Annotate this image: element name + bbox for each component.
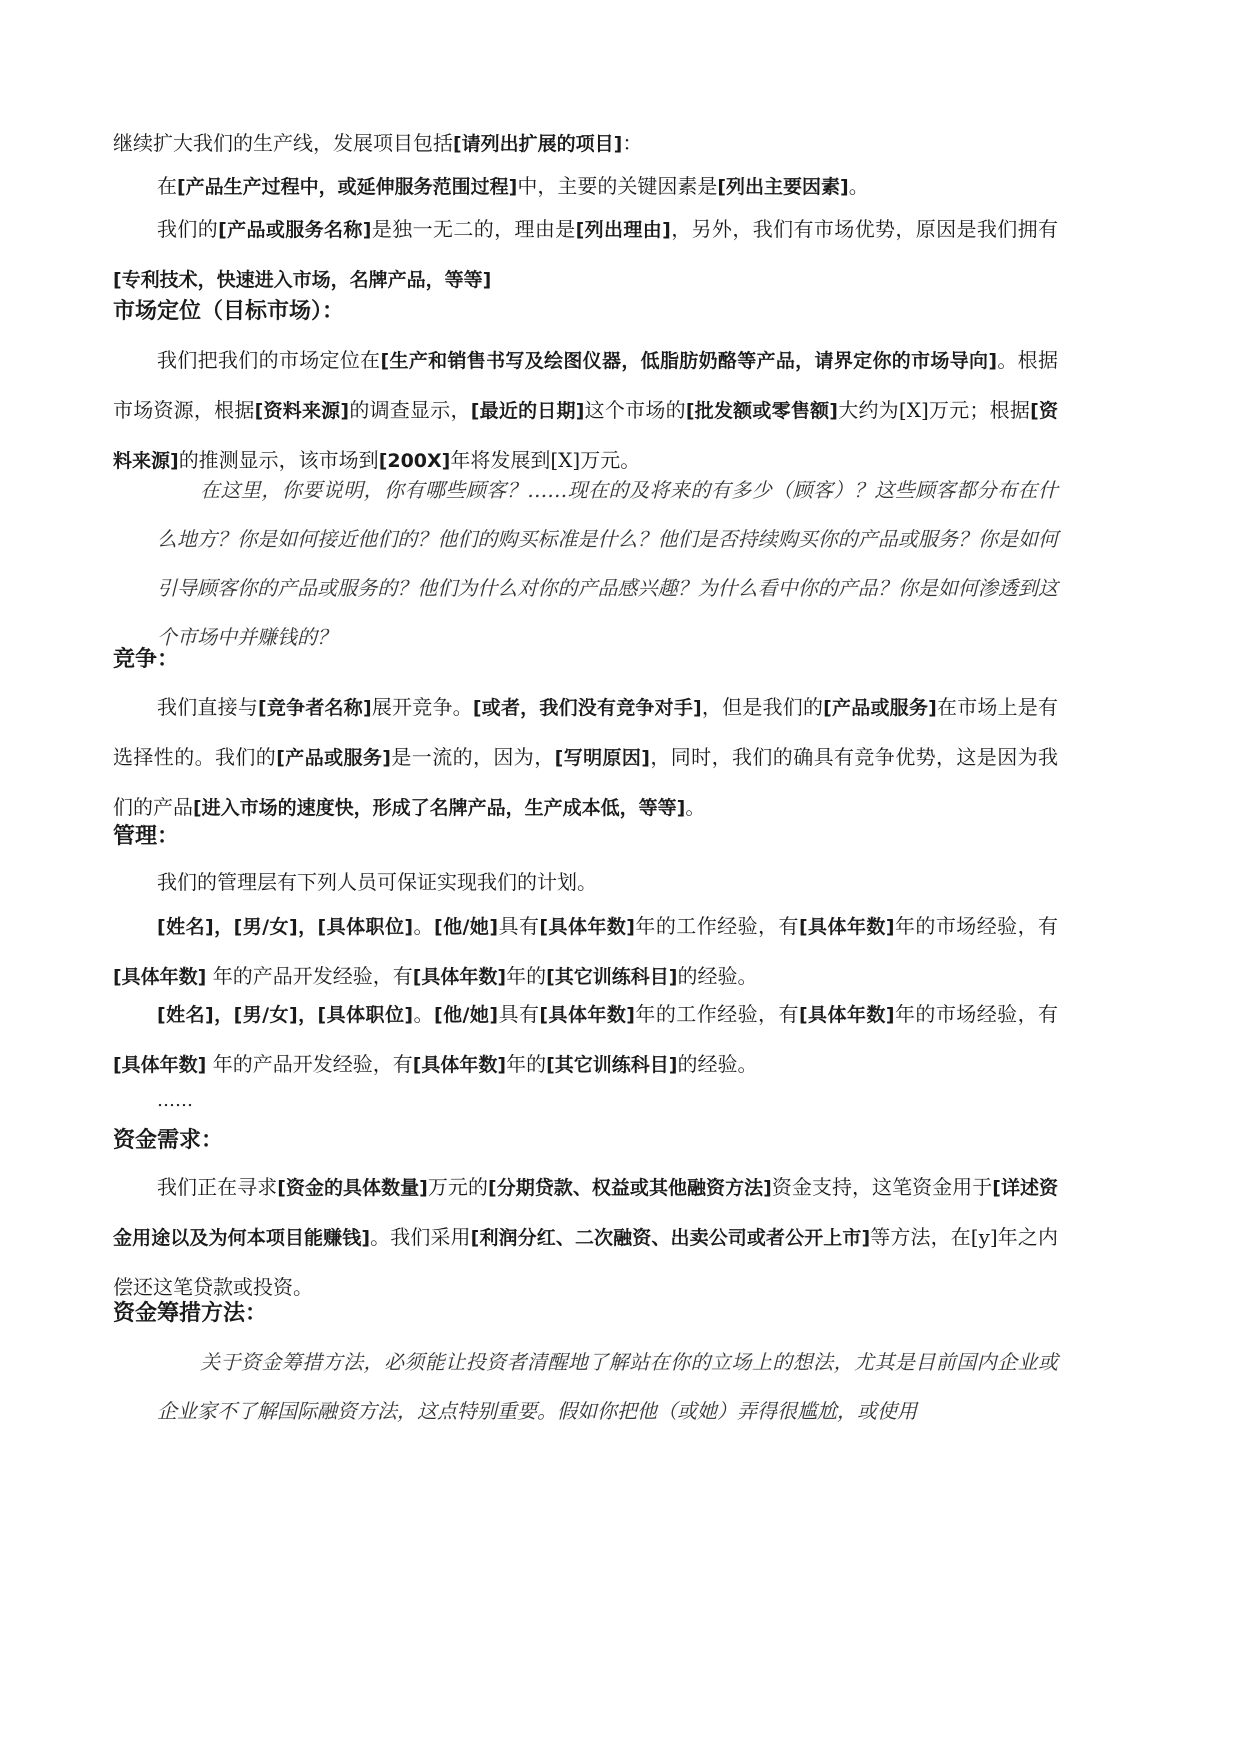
heading-management: 管理： bbox=[113, 824, 180, 849]
ellipsis: …… bbox=[157, 1090, 193, 1111]
market-positioning-paragraph: 我们把我们的市场定位在[生产和销售书写及绘图仪器，低脂肪奶酪等产品，请界定你的市场导向]。根据市场资源，根据[资料来源]的调查显示，[最近的日期]这个市场的[批发额或零售额]大约为[X]万元；根据[资料来源]的推测显示，该市场到[200X]年将发展到[X]万元。 bbox=[113, 348, 1059, 472]
uniqueness-paragraph: 我们的[产品或服务名称]是独一无二的，理由是[列出理由]，另外，我们有市场优势，原因是我们拥有[专利技术，快速进入市场，名牌产品，等等] bbox=[113, 217, 1058, 291]
funding-methods-paragraph: 关于资金筹措方法，必须能让投资者清醒地了解站在你的立场上的想法，尤其是目前国内企业或企业家不了解国际融资方法，这点特别重要。假如你把他（或她）弄得很尴尬，或使用 bbox=[157, 1350, 1058, 1423]
management-person-1: [姓名]，[男/女]，[具体职位]。[他/她]具有[具体年数]年的工作经验，有[具体年数]年的市场经验，有[具体年数] 年的产品开发经验，有[具体年数]年的[其它训练科目]的经验。 bbox=[113, 914, 1059, 988]
heading-competition: 竞争： bbox=[113, 647, 180, 672]
heading-funding-methods: 资金筹措方法： bbox=[113, 1301, 268, 1326]
management-intro-paragraph: 我们的管理层有下列人员可保证实现我们的计划。 bbox=[157, 870, 597, 894]
competition-paragraph: 我们直接与[竞争者名称]展开竞争。[或者，我们没有竞争对手]，但是我们的[产品或服务]在市场上是有选择性的。我们的[产品或服务]是一流的，因为，[写明原因]，同时，我们的确具有竞争优势，这是因为我们的产品[进入市场的速度快，形成了名牌产品，生产成本低，等等]。 bbox=[113, 695, 1059, 819]
customer-guidance-paragraph: 在这里，你要说明，你有哪些顾客？……现在的及将来的有多少（顾客）？这些顾客都分布在什么地方？你是如何接近他们的？他们的购买标准是什么？他们是否持续购买你的产品或服务？你是如何引导顾客你的产品或服务的？他们为什么对你的产品感兴趣？为什么看中你的产品？你是如何渗透到这个市场中并赚钱的？ bbox=[157, 478, 1058, 649]
heading-market-positioning: 市场定位（目标市场）： bbox=[113, 299, 345, 324]
funding-needs-paragraph: 我们正在寻求[资金的具体数量]万元的[分期贷款、权益或其他融资方法]资金支持，这笔资金用于[详述资金用途以及为何本项目能赚钱]。我们采用[利润分红、二次融资、出卖公司或者公开上市]等方法，在[y]年之内偿还这笔贷款或投资。 bbox=[113, 1175, 1059, 1299]
expansion-paragraph: 继续扩大我们的生产线，发展项目包括[请列出扩展的项目]： bbox=[113, 131, 643, 155]
key-factors-paragraph: 在[产品生产过程中，或延伸服务范围过程]中，主要的关键因素是[列出主要因素]。 bbox=[157, 174, 869, 198]
heading-funding-needs: 资金需求： bbox=[113, 1128, 224, 1153]
management-person-2: [姓名]，[男/女]，[具体职位]。[他/她]具有[具体年数]年的工作经验，有[具体年数]年的市场经验，有[具体年数] 年的产品开发经验，有[具体年数]年的[其它训练科目]的经验。 bbox=[113, 1002, 1059, 1076]
